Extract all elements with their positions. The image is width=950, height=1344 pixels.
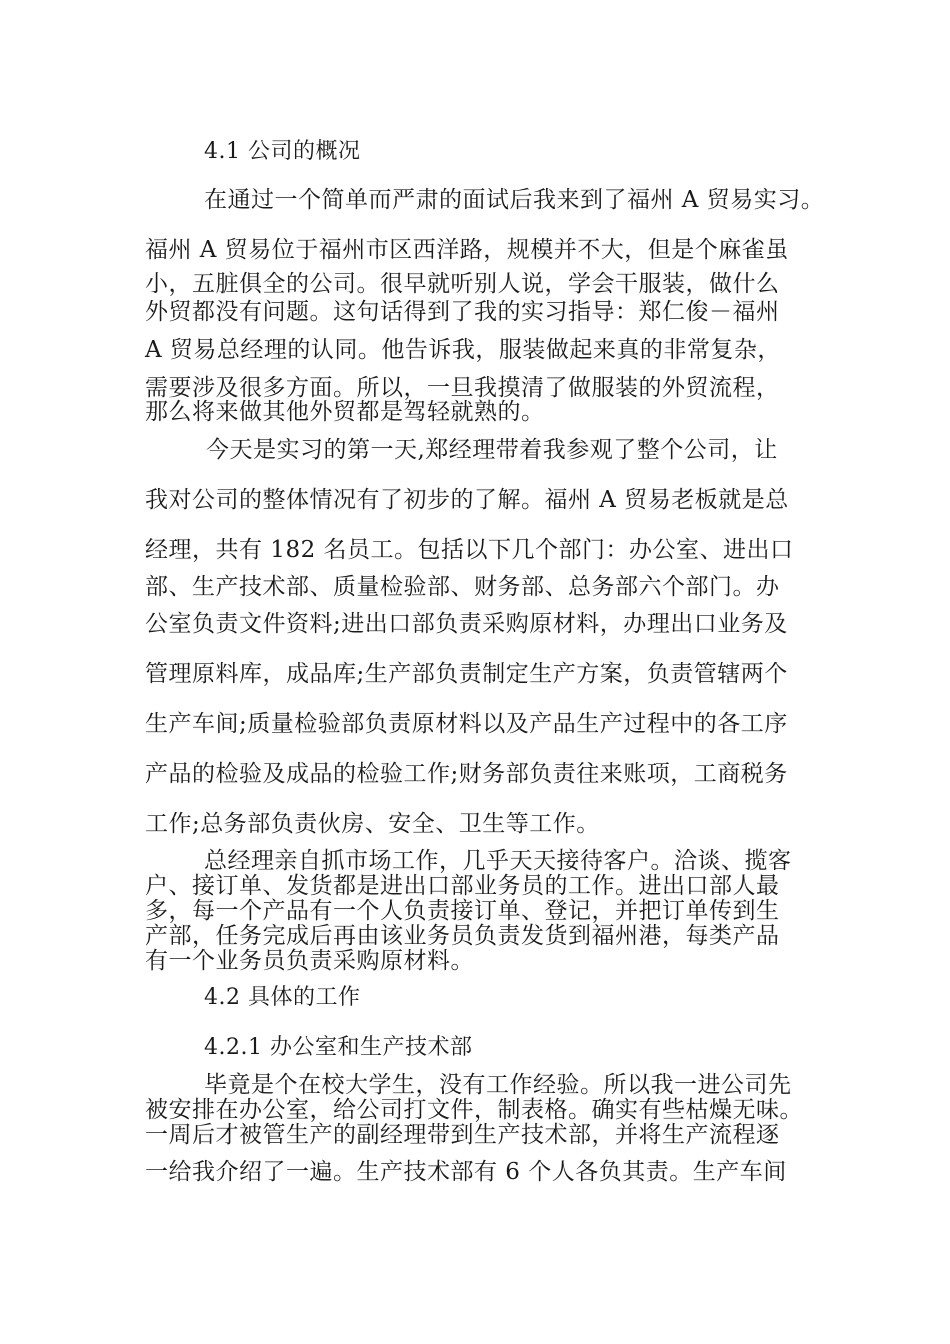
- paragraph-line: 经理，共有 182 名员工。包括以下几个部门：办公室、进出口: [145, 537, 794, 563]
- paragraph-line: 外贸都没有问题。这句话得到了我的实习指导：郑仁俊－福州: [145, 299, 780, 325]
- paragraph-line: 我对公司的整体情况有了初步的了解。福州 A 贸易老板就是总: [145, 487, 789, 513]
- paragraph-line: 小，五脏俱全的公司。很早就听别人说，学会干服装，做什么: [145, 271, 780, 297]
- section-heading-4-2-1: 4.2.1 办公室和生产技术部: [204, 1035, 473, 1060]
- section-heading-4-2: 4.2 具体的工作: [204, 985, 361, 1010]
- paragraph-line: 生产车间;质量检验部负责原材料以及产品生产过程中的各工序: [145, 711, 788, 737]
- paragraph-line: 公室负责文件资料;进出口部负责采购原材料，办理出口业务及: [145, 611, 788, 637]
- paragraph-line: 在通过一个简单而严肃的面试后我来到了福州 A 贸易实习。: [204, 187, 825, 213]
- paragraph-line: 户、接订单、发货都是进出口部业务员的工作。进出口部人最: [145, 873, 780, 899]
- paragraph-line: 一给我介绍了一遍。生产技术部有 6 个人各负其责。生产车间: [145, 1159, 787, 1185]
- paragraph-line: 被安排在办公室，给公司打文件，制表格。确实有些枯燥无味。: [145, 1097, 803, 1123]
- paragraph-line: 毕竟是个在校大学生，没有工作经验。所以我一进公司先: [204, 1072, 792, 1098]
- paragraph-line: 部、生产技术部、质量检验部、财务部、总务部六个部门。办: [145, 574, 780, 600]
- paragraph-line: 福州 A 贸易位于福州市区西洋路，规模并不大，但是个麻雀虽: [145, 237, 789, 263]
- paragraph-line: 今天是实习的第一天,郑经理带着我参观了整个公司，让: [206, 437, 778, 463]
- paragraph-line: 管理原料库，成品库;生产部负责制定生产方案，负责管辖两个: [145, 661, 788, 687]
- paragraph-line: 工作;总务部负责伙房、安全、卫生等工作。: [145, 811, 600, 837]
- paragraph-line: A 贸易总经理的认同。他告诉我，服装做起来真的非常复杂，: [145, 337, 781, 363]
- paragraph-line: 一周后才被管生产的副经理带到生产技术部，并将生产流程逐: [145, 1122, 780, 1148]
- paragraph-line: 产品的检验及成品的检验工作;财务部负责往来账项，工商税务: [145, 761, 788, 787]
- paragraph-line: 需要涉及很多方面。所以，一旦我摸清了做服装的外贸流程，: [145, 375, 780, 401]
- paragraph-line: 那么将来做其他外贸都是驾轻就熟的。: [145, 399, 545, 425]
- paragraph-line: 总经理亲自抓市场工作，几乎天天接待客户。洽谈、揽客: [204, 848, 792, 874]
- paragraph-line: 多，每一个产品有一个人负责接订单、登记，并把订单传到生: [145, 898, 780, 924]
- paragraph-line: 产部，任务完成后再由该业务员负责发货到福州港，每类产品: [145, 923, 780, 949]
- paragraph-line: 有一个业务员负责采购原材料。: [145, 948, 474, 974]
- section-heading-4-1: 4.1 公司的概况: [204, 139, 361, 164]
